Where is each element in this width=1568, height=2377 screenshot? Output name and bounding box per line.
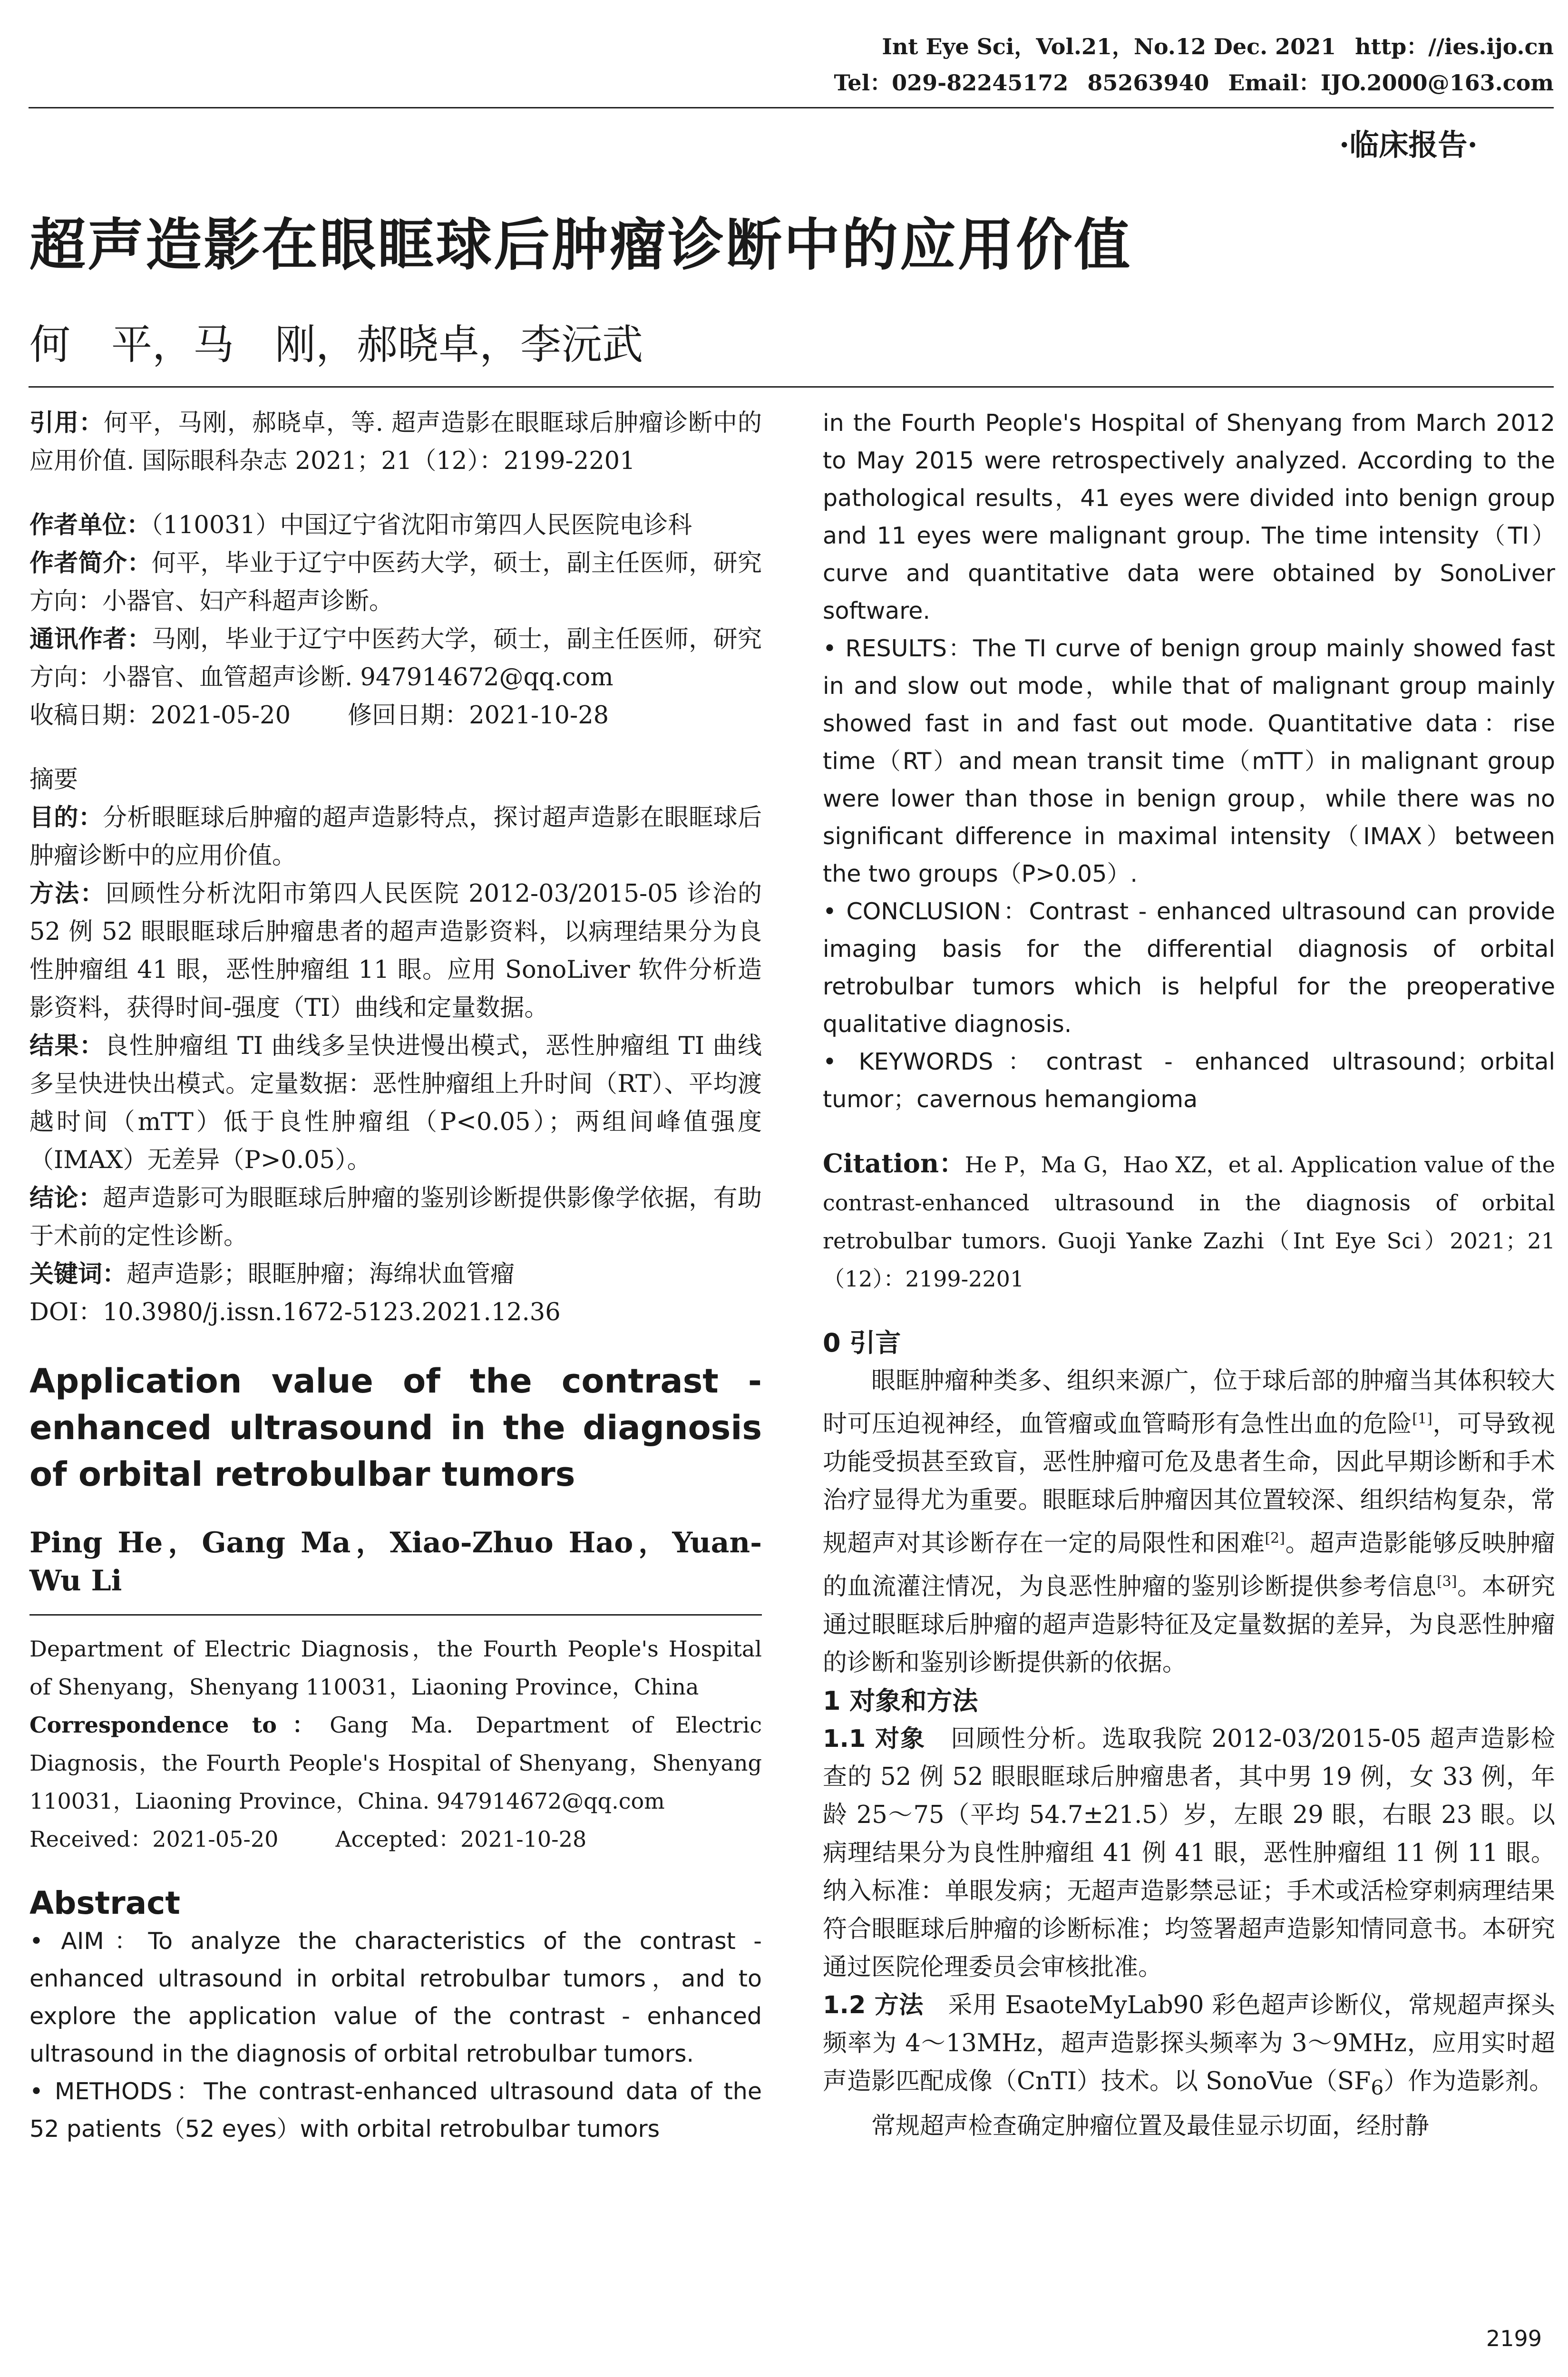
cn-methods: [29, 875, 762, 1027]
left-column: [29, 404, 762, 2148]
cn-affiliation: [29, 507, 762, 545]
cn-author-bio-label: 作者简介：: [29, 549, 152, 577]
intro-text-4: 。本研究通过眼眶球后肿瘤的超声造影特征及定量数据的差异，为良恶性肿瘤的诊断和鉴别诊断提供新的依据。: [823, 1573, 1555, 1677]
cn-affiliation-label: 作者单位：: [29, 511, 151, 539]
cn-citation: [29, 404, 762, 480]
author-list: 何 平，马 刚，郝晓卓，李沅武: [29, 321, 643, 369]
authors-divider: [29, 386, 1554, 388]
english-title: Application value of the contrast - enhanced ultrasound in the diagnosis of orbital retrobulbar tumors: [29, 1362, 762, 1494]
en-citation-text: He P，Ma G，Hao XZ，et al. Application value of the contrast-enhanced ultrasound in the diagnosis of orbital retrobulbar tumors. Guoji Yanke Zazhi（Int Eye Sci）2021；21（12）：2199-2201: [823, 1152, 1555, 1292]
cn-conclusion: [29, 1179, 762, 1256]
cn-dates: [29, 697, 762, 735]
cn-revised-date: 修回日期：2021-10-28: [348, 701, 609, 730]
cn-conclusion-text: 超声造影可为眼眶球后肿瘤的鉴别诊断提供影像学依据，有助于术前的定性诊断。: [29, 1184, 762, 1250]
cn-methods-label: 方法：: [29, 880, 106, 908]
en-correspondence: [29, 1706, 762, 1820]
en-correspondence-text: Gang Ma. Department of Electric Diagnosis，the Fourth People's Hospital of Shenyang，Shenyang 110031，Liaoning Province，China. 947914672@qq.com: [29, 1712, 762, 1814]
en-conclusion: • CONCLUSION：Contrast - enhanced ultrasound can provide imaging basis for the differential diagnosis of orbital retrobulbar tumors which is helpful for the preoperative qualitative diagnosis.: [823, 898, 1555, 1038]
intro-heading: 0 引言: [823, 1328, 901, 1358]
cn-correspondence-label: 通讯作者：: [29, 625, 152, 653]
section-1-heading: 1 对象和方法: [823, 1686, 978, 1716]
reference-1[interactable]: [1]: [1412, 1411, 1432, 1427]
header-line-2: [815, 65, 1554, 101]
journal-tel: Tel：029-82245172: [834, 70, 1069, 96]
page-number: 2199: [1486, 2326, 1542, 2351]
intro-text-3: 。超声造影能够反映肿瘤的血流灌注情况，为良恶性肿瘤的鉴别诊断提供参考信息: [823, 1529, 1555, 1601]
section-1-2-text-a: 采用 EsaoteMyLab90 彩色超声诊断仪，常规超声探头频率为 4～13MHz，超声造影探头频率为 3～9MHz，应用实时超声造影匹配成像（CnTI）技术。以 SonoVue（SF: [823, 1991, 1555, 2095]
subscript-6: 6: [1371, 2076, 1384, 2100]
en-aim: • AIM：To analyze the characteristics of the contrast - enhanced ultrasound in orbital retrobulbar tumors，and to explore the application value of the contrast - enhanced ultrasound in the diagnosis of orbital retrobulbar tumors.: [29, 1928, 762, 2067]
cn-citation-text: 何平，马刚，郝晓卓，等. 超声造影在眼眶球后肿瘤诊断中的应用价值. 国际眼科杂志 2021；21（12）：2199-2201: [29, 409, 762, 475]
cn-keywords: [29, 1256, 762, 1294]
section-1-2-label: 1.2 方法: [823, 1991, 924, 2019]
section-1-2-text-b: ）作为造影剂。: [1383, 2067, 1554, 2095]
en-results: • RESULTS：The TI curve of benign group mainly showed fast in and slow out mode，while that of malignant group mainly showed fast in and fast out mode. Quantitative data：rise time（RT）and mean transit time（mTT）in malignant group were lower than those in benign group，while there was no significant difference in maximal intensity（IMAX）between the two groups（P>0.05）.: [823, 635, 1555, 887]
journal-tel-2: 85263940: [1087, 70, 1209, 96]
en-received-date: Received：2021-05-20: [29, 1826, 279, 1852]
intro-text-2: ，可导致视功能受损甚至致盲，恶性肿瘤可危及患者生命，因此早期诊断和手术治疗显得尤为重要。眼眶球后肿瘤因其位置较深、组织结构复杂，常规超声对其诊断存在一定的局限性和困难: [823, 1410, 1555, 1558]
cn-results-label: 结果：: [29, 1032, 105, 1060]
cn-results-text: 良性肿瘤组 TI 曲线多呈快进慢出模式，恶性肿瘤组 TI 曲线多呈快进快出模式。定量数据：恶性肿瘤组上升时间（RT）、平均渡越时间（mTT）低于良性肿瘤组（P<0.05）；两组间峰值强度（IMAX）无差异（P>0.05）。: [29, 1032, 762, 1174]
section-1-2: [823, 1987, 1555, 2107]
cn-doi[interactable]: DOI：10.3980/j.issn.1672-5123.2021.12.36: [29, 1298, 561, 1326]
en-methods-continued: in the Fourth People's Hospital of Shenyang from March 2012 to May 2015 were retrospectively analyzed. According to the pathological results，41 eyes were divided into benign group and 11 eyes were malignant group. The time intensity（TI）curve and quantitative data were obtained by SonoLiver software.: [823, 409, 1555, 624]
header-line-1: [815, 29, 1554, 65]
cn-keywords-text: 超声造影；眼眶肿瘤；海绵状血管瘤: [127, 1260, 515, 1288]
en-accepted-date: Accepted：2021-10-28: [335, 1826, 587, 1852]
section-1-1-label: 1.1 对象: [823, 1725, 926, 1753]
cn-aim: [29, 799, 762, 875]
cn-results: [29, 1027, 762, 1179]
reference-2[interactable]: [2]: [1265, 1530, 1285, 1547]
section-1-1: [823, 1720, 1555, 1987]
cn-citation-label: 引用：: [29, 409, 104, 437]
cn-affiliation-text: （110031）中国辽宁省沈阳市第四人民医院电诊科: [151, 511, 692, 539]
reference-3[interactable]: [3]: [1436, 1573, 1457, 1590]
en-citation: [823, 1144, 1555, 1298]
en-department: Department of Electric Diagnosis，the Fourth People's Hospital of Shenyang，Shenyang 110031，Liaoning Province，China: [29, 1636, 762, 1700]
cn-correspondence-text: 马刚，毕业于辽宁中医药大学，硕士，副主任医师，研究方向：小器官、血管超声诊断. 947914672@qq.com: [29, 625, 762, 692]
header-divider: [29, 107, 1554, 108]
article-title: 超声造影在眼眶球后肿瘤诊断中的应用价值: [29, 212, 1132, 278]
cn-received-date: 收稿日期：2021-05-20: [29, 701, 291, 730]
en-dates: [29, 1820, 762, 1858]
intro-paragraph: [823, 1362, 1555, 1682]
journal-issue: Int Eye Sci，Vol.21，No.12 Dec. 2021: [882, 34, 1336, 59]
abstract-heading: Abstract: [29, 1885, 180, 1921]
cn-correspondence: [29, 621, 762, 697]
methods-paragraph-2: 常规超声检查确定肿瘤位置及最佳显示切面，经肘静: [871, 2112, 1430, 2141]
en-methods-start: • METHODS：The contrast-enhanced ultrasound data of the 52 patients（52 eyes）with orbital retrobulbar tumors: [29, 2078, 762, 2143]
journal-email[interactable]: Email：IJO.2000@163.com: [1228, 70, 1554, 96]
cn-author-bio-text: 何平，毕业于辽宁中医药大学，硕士，副主任医师，研究方向：小器官、妇产科超声诊断。: [29, 549, 762, 615]
cn-aim-label: 目的：: [29, 804, 103, 832]
journal-header: [815, 29, 1554, 101]
cn-aim-text: 分析眼眶球后肿瘤的超声造影特点，探讨超声造影在眼眶球后肿瘤诊断中的应用价值。: [29, 804, 762, 870]
english-authors: Ping He，Gang Ma，Xiao-Zhuo Hao，Yuan-Wu Li: [29, 1526, 762, 1598]
right-column: [823, 404, 1555, 2145]
en-citation-label: Citation：: [823, 1148, 965, 1179]
en-correspondence-label: Correspondence to：: [29, 1712, 330, 1738]
intro-text-1: 眼眶肿瘤种类多、组织来源广，位于球后部的肿瘤当其体积较大时可压迫视神经，血管瘤或血管畸形有急性出血的危险: [823, 1367, 1555, 1438]
cn-conclusion-label: 结论：: [29, 1184, 103, 1212]
journal-url[interactable]: http：//ies.ijo.cn: [1355, 34, 1554, 59]
cn-abstract-heading: 摘要: [29, 766, 78, 794]
cn-keywords-label: 关键词：: [29, 1260, 127, 1288]
cn-methods-text: 回顾性分析沈阳市第四人民医院 2012-03/2015-05 诊治的 52 例 52 眼眼眶球后肿瘤患者的超声造影资料，以病理结果分为良性肿瘤组 41 眼，恶性肿瘤组 11 眼。应用 SonoLiver 软件分析造影资料，获得时间-强度（TI）曲线和定量数据。: [29, 880, 762, 1022]
section-label: ·临床报告·: [1339, 127, 1478, 162]
section-1-1-text: 回顾性分析。选取我院 2012-03/2015-05 超声造影检查的 52 例 52 眼眼眶球后肿瘤患者，其中男 19 例，女 33 例，年龄 25～75（平均 54.7±21.5）岁，左眼 29 眼，右眼 23 眼。以病理结果分为良性肿瘤组 41 例 41 眼，恶性肿瘤组 11 例 11 眼。纳入标准：单眼发病；无超声造影禁忌证；手术或活检穿刺病理结果符合眼眶球后肿瘤的诊断标准；均签署超声造影知情同意书。本研究通过医院伦理委员会审核批准。: [823, 1725, 1555, 1981]
cn-author-bio: [29, 545, 762, 621]
en-keywords: • KEYWORDS：contrast - enhanced ultrasound；orbital tumor；cavernous hemangioma: [823, 1048, 1555, 1113]
